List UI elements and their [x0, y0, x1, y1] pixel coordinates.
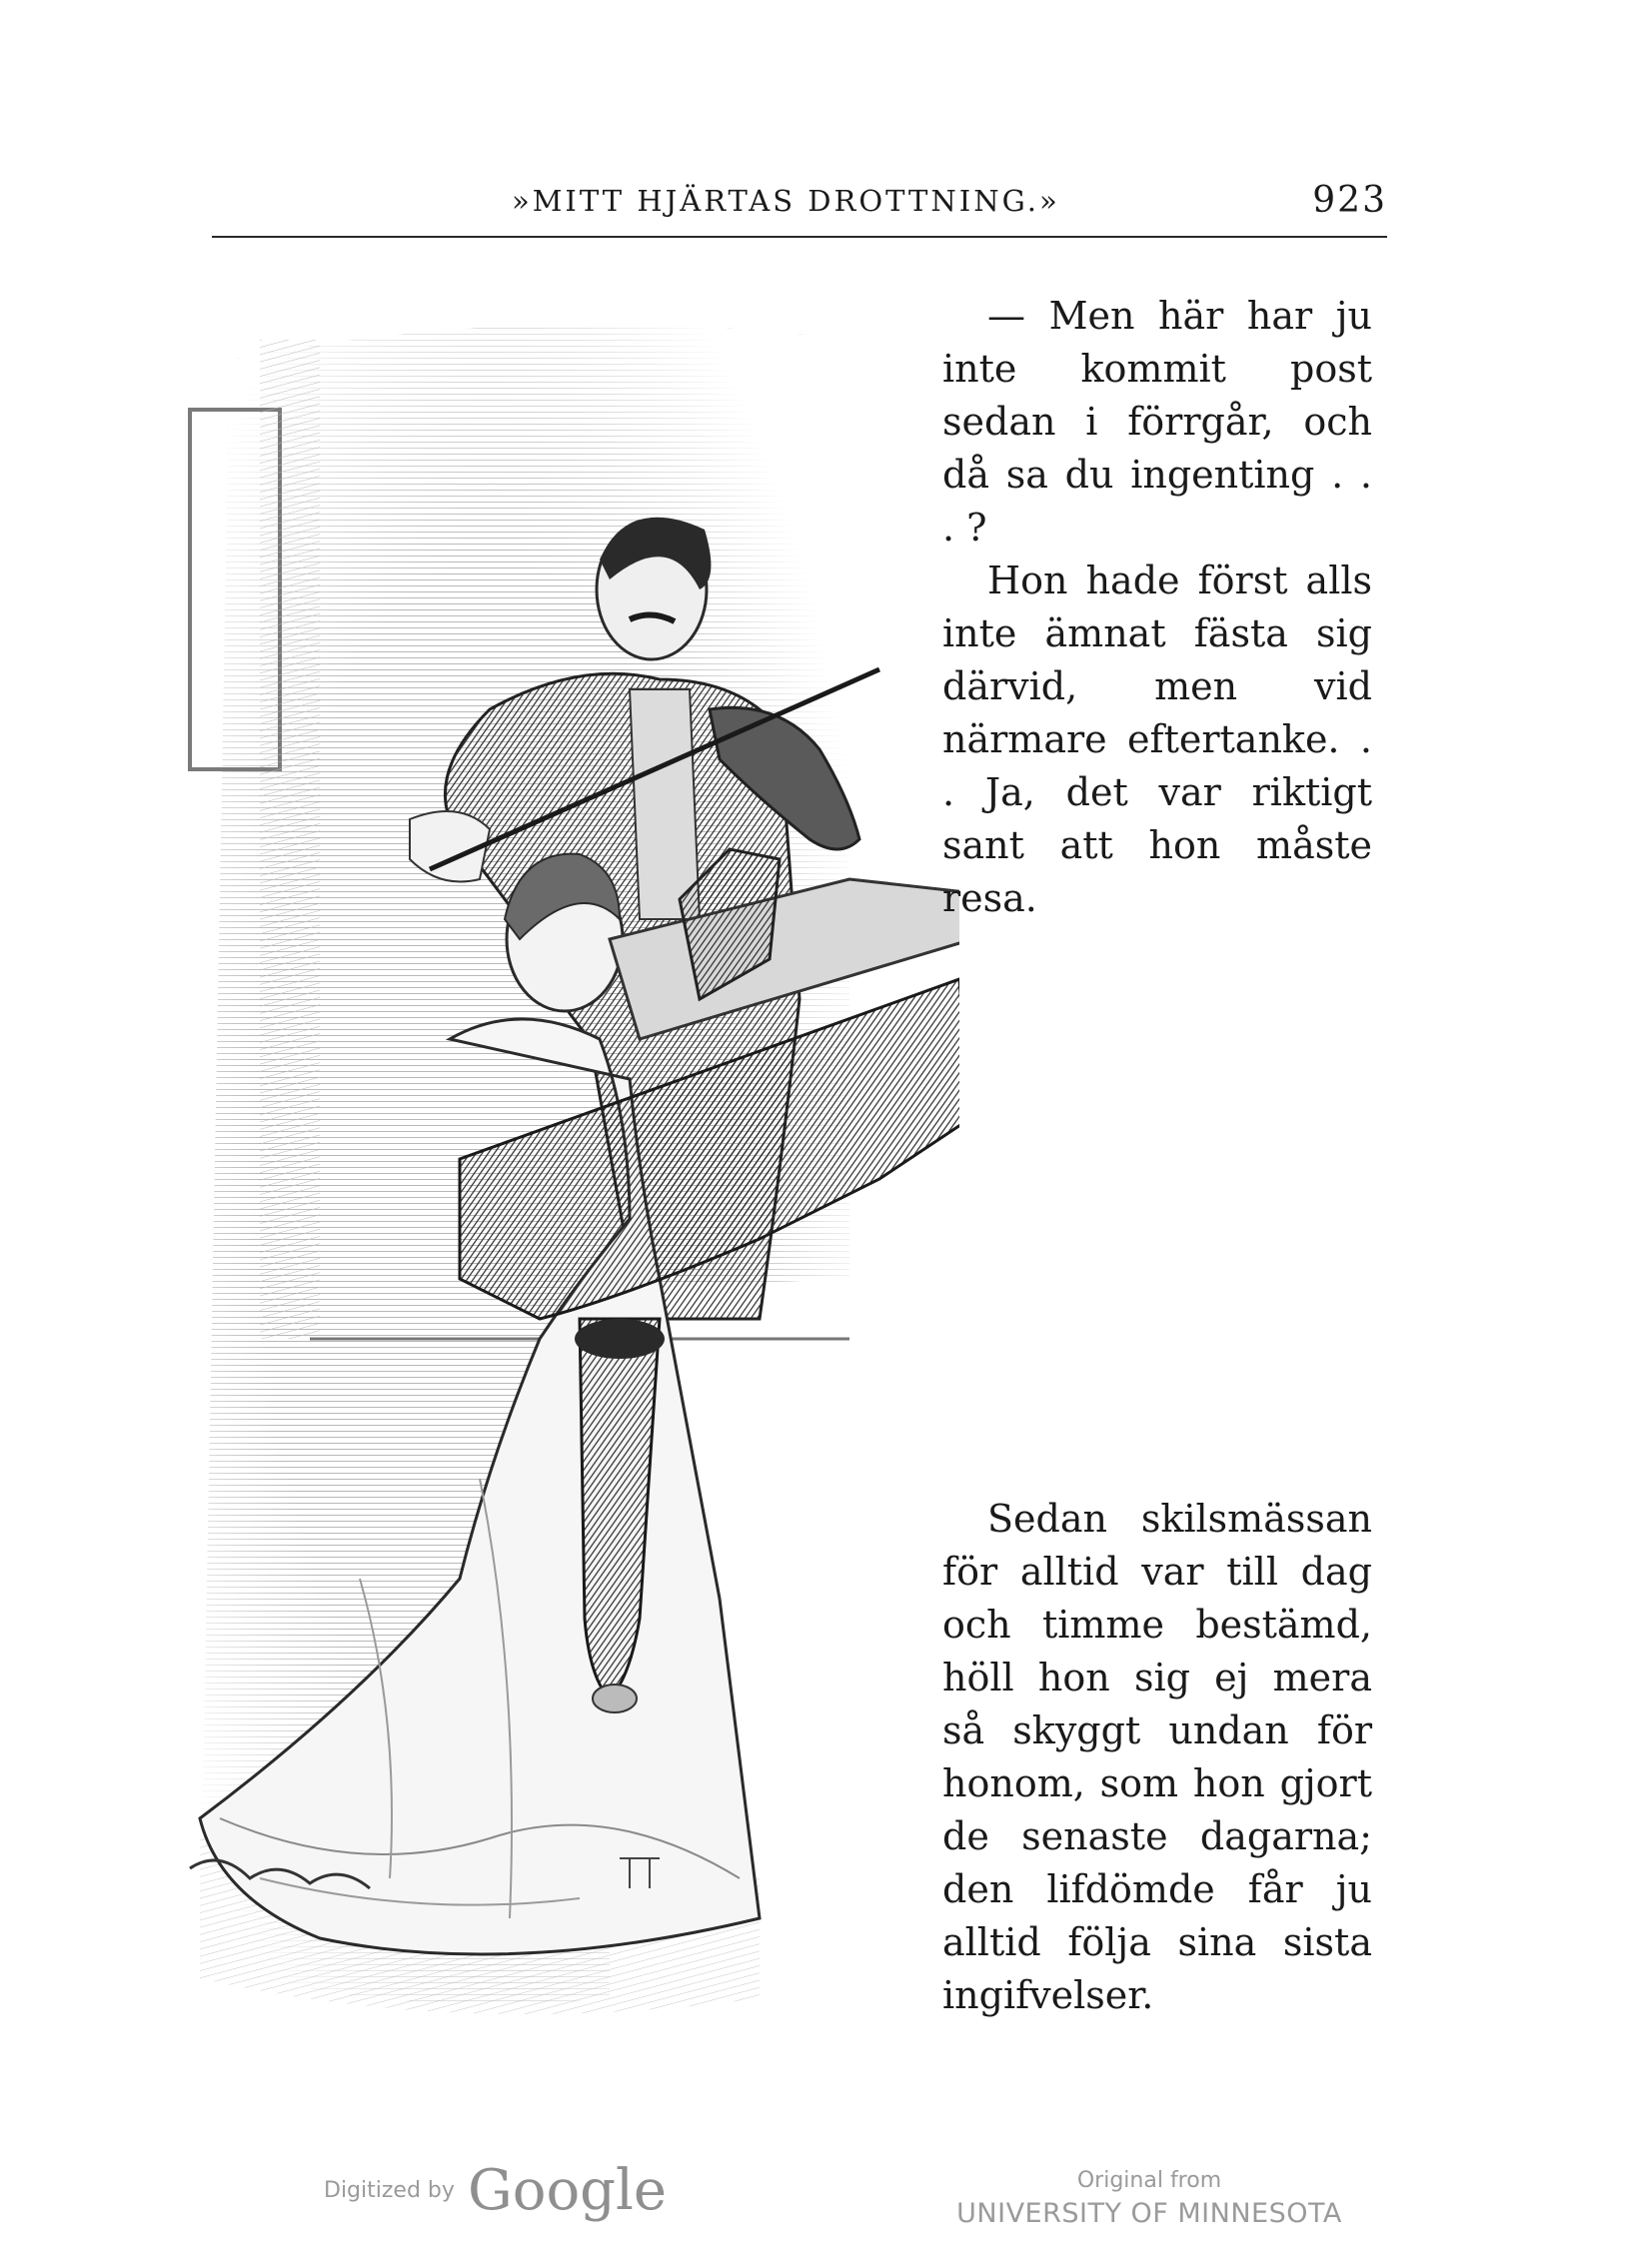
running-title: »MITT HJÄRTAS DROTTNING.»: [512, 184, 1060, 218]
institution-label: UNIVERSITY OF MINNESOTA: [956, 2198, 1342, 2229]
engraving-illustration: [160, 280, 959, 2058]
original-source: [939, 2166, 1359, 2232]
page-number: 923: [1312, 180, 1387, 221]
header-rule: [212, 236, 1387, 238]
paragraph: — Men här har ju inte kommit post sedan i förrgår, och då sa du ingenting . . . ?: [942, 294, 1372, 550]
paragraph: Hon hade först alls inte ämnat fästa sig därvid, men vid närmare eftertanke. . . Ja, det var riktigt sant att hon måste resa.: [942, 559, 1372, 920]
paragraph: Sedan skilsmässan för alltid var till dag och timme bestämd, höll hon sig ej mera så skyggt undan för honom, som hon gjort de senaste dagarna; den lifdömde får ju alltid följa sina sista ingifvelser.: [942, 1497, 1372, 2017]
text-column-bottom: [942, 1493, 1372, 2022]
text-column-top: [942, 290, 1372, 925]
digitized-by-google: [324, 2158, 667, 2238]
digitized-by-label: Digitized by: [324, 2178, 455, 2203]
violinist-waistcoat: [630, 689, 700, 919]
running-head: [212, 176, 1387, 236]
google-logo: Google: [468, 2158, 668, 2223]
original-from-label: Original from: [1076, 2168, 1222, 2193]
